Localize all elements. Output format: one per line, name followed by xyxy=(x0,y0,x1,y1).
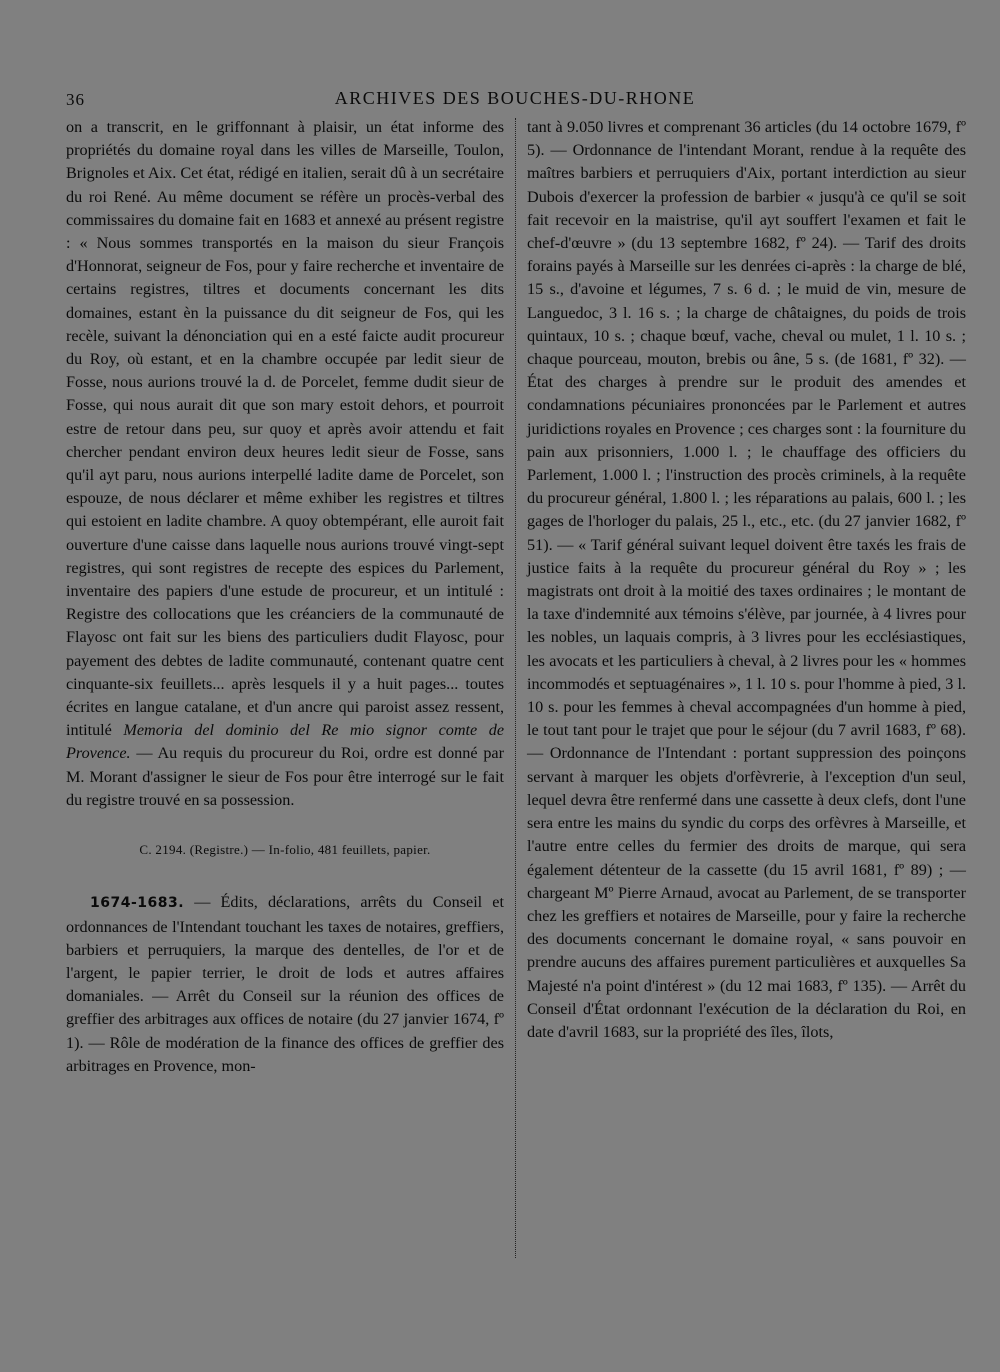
right-paragraph: tant à 9.050 livres et comprenant 36 articles (du 14 octobre 1679, fº 5). — Ordonnance de l'intendant Morant, rendue à la requête des maîtres barbiers et perruquiers d'Aix, portant interdiction au sieur Dubois d'exercer la profession de barbier « jusqu'à ce qu'il se soit fait recevoir en la maistrise, qu'il ayt souffert l'examen et fait le chef-d'œuvre » (du 13 septembre 1682, fº 24). — Tarif des droits forains payés à Marseille sur les denrées ci-après : la charge de blé, 15 s., d'avoine et légumes, 7 s. 6 d. ; le muid de vin, mesure de Languedoc, 3 l. 16 s. ; la charge de châtaignes, du poids de trois quintaux, 10 s. ; chaque bœuf, vache, cheval ou mulet, 1 l. 10 s. ; chaque pourceau, mouton, brebis ou âne, 5 s. (de 1681, fº 32). — État des charges à prendre sur le produit des amendes et condamnations pécuniaires prononcées par le Parlement et autres juridictions royales en Provence ; ces charges sont : la fourniture du pain aux prisonniers, 1.000 l. ; le chauffage des officiers du Parlement, 1.000 l. ; l'instruction des procès criminels, à la requête du procureur général, 1.800 l. ; les réparations au palais, 600 l. ; les gages de l'horloger du palais, 25 l., etc., etc. (du 27 janvier 1682, fº 51). — « Tarif général suivant lequel doivent être taxés les frais de justice faits à la requête du procureur général du Roy » ; les magistrats ont droit à la moitié des taxes ordinaires ; le montant de la taxe d'indemnité aux témoins s'élève, par journée, à 4 livres pour les nobles, un laquais compris, à 3 livres pour les ecclésiastiques, les avocats et les particuliers à cheval, à 2 livres pour les « hommes incommodés et septuagénaires », 1 l. 10 s. pour l'homme à pied, 3 l. 10 s. pour les femmes à cheval accompagnées d'un homme à pied, le tout tant pour le trajet que pour le séjour (du 7 avril 1683, fº 68). — Ordonnance de l'Intendant : portant suppression des poinçons servant à marquer les objets d'orfèvrerie, à l'exception d'un seul, lequel devra être renfermé dans une cassette à deux clefs, dont l'une sera entre les mains du syndic du corps des orfèvres à Marseille, et l'autre entre celles du fermier des droits de marque, qui sera également détenteur de la cassette (du 15 avril 1681, fº 89) ; — chargeant Mº Pierre Arnaud, avocat au Parlement, de se transporter chez les greffiers et notaires de Marseille, pour y faire la recherche des documents concernant le domaine royal, « sans pouvoir en prendre aucuns des affaires purement particulières et auxquelles Sa Majesté n'a point d'intérest » (du 12 mai 1683, fº 135). — Arrêt du Conseil d'État ordonnant l'exécution de la déclaration du Roi, en date d'avril 1683, sur la propriété des îles, îlots, xyxy=(527,118,966,1041)
archive-entry xyxy=(66,891,504,1078)
page-header xyxy=(0,84,1000,114)
italic-title: Memoria del dominio del Re mio signor comte de Provence. xyxy=(66,721,505,763)
left-paragraph-continued xyxy=(66,116,504,812)
paragraph-text-end: — Au requis du procureur du Roi, ordre est donné par M. Morant d'assigner le sieur de Fos pour être interrogé sur le fait du registre trouvé en sa possession. xyxy=(66,744,504,809)
page-number: 36 xyxy=(66,90,85,109)
column-divider xyxy=(515,118,517,1258)
running-title: ARCHIVES DES BOUCHES-DU-RHONE xyxy=(334,88,696,108)
left-column xyxy=(66,116,504,1078)
right-column xyxy=(527,116,966,1044)
entry-text: — Édits, déclarations, arrêts du Conseil et ordonnances de l'Intendant touchant les taxes de notaires, greffiers, barbiers et perruquiers, la marque des dentelles, de l'or et de l'argent, le papier terrier, le droit de lods et autres affaires domaniales. — Arrêt du Conseil sur la réunion des offices de greffier des arbitrages aux offices de notaire (du 27 janvier 1674, fº 1). — Rôle de modération de la finance des offices de greffier des arbitrages en Provence, mon- xyxy=(66,893,504,1075)
archive-citation: C. 2194. (Registre.) — In-folio, 481 feuillets, papier. xyxy=(139,842,431,858)
entry-date: 1674-1683. xyxy=(90,895,185,912)
paragraph-text-start: on a transcrit, en le griffonnant à plaisir, un état informe des propriétés du domaine royal dans les villes de Marseille, Toulon, Brignoles et Aix. Cet état, rédigé en italien, serait dû à un secrétaire du roi René. Au même document se réfère un procès-verbal des commissaires du domaine fait en 1683 et annexé au présent registre : « Nous sommes transportés en la maison du sieur François d'Honnorat, seigneur de Fos, pour y faire recherche et inventaire de certains registres, tiltres et documents concernant les dits domaines, estant èn la puissance du dit seigneur de Fos, qui les recèle, suivant la dénonciation qui en a esté faicte audit procureur du Roy, où estant, et en la chambre occupée par ledit sieur de Fosse, nous aurions trouvé la d. de Porcelet, femme dudit sieur de Fosse, qui nous aurait dit que son mary estoit dehors, et pourroit estre de retour dans peu, sur quoy et après avoir attendu et fait chercher pendant environ deux heures ledit sieur de Fosse, sans qu'il ayt paru, nous aurions interpellé ladite dame de Porcelet, son espouze, de nous déclarer et même exhiber les registres et tiltres qui estoient en ladite chambre. A quoy obtempérant, elle auroit fait ouverture d'une caisse dans laquelle nous aurions trouvé vingt-sept registres, qui sont registres de recepte des espices du Parlement, inventaire des papiers d'une estude de procureur, et un intitulé : Registre des collocations que les créanciers de la communauté de Flayosc ont fait sur les biens des particuliers dudit Flayosc, pour payement des debtes de ladite communauté, contenant quatre cent cinquante-six feuillets... après lesquels il y a huit pages... toutes écrites en langue catalane, et d'un ancre qui paroist assez ressent, intitulé xyxy=(66,118,504,740)
